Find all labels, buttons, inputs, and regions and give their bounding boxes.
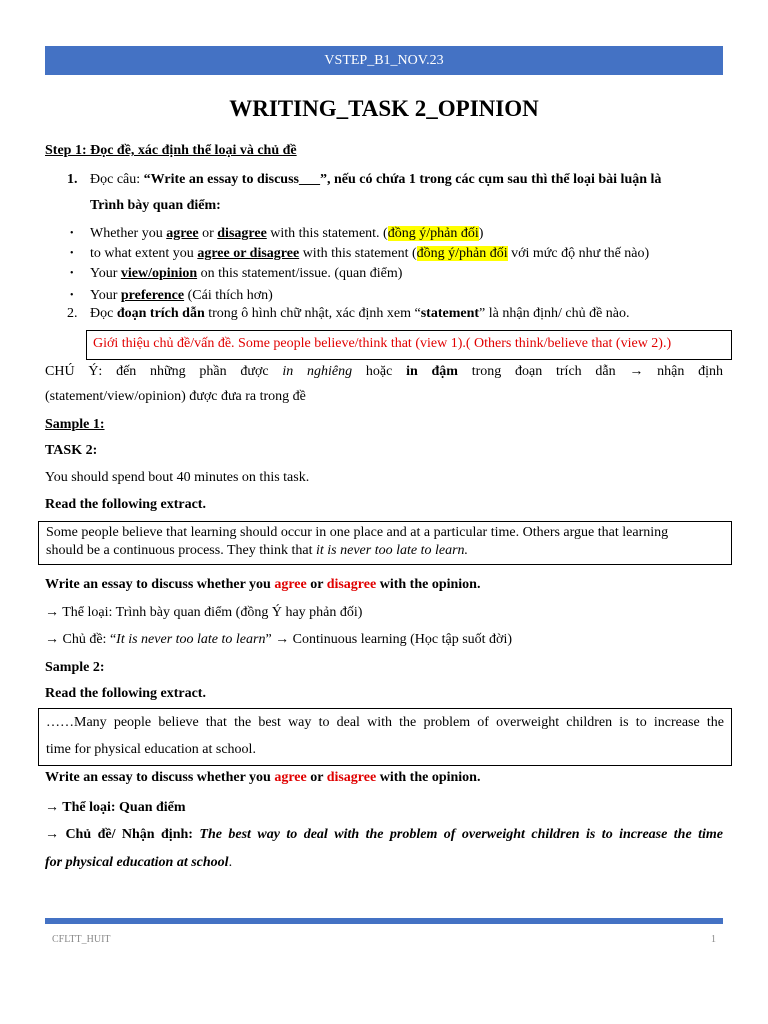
footer-bar [45, 918, 723, 924]
b2-highlight: đồng ý/phản đối [416, 246, 508, 261]
item2-bold: đoạn trích dẫn [116, 306, 205, 321]
b1-or: or [198, 226, 218, 241]
red-note-box [86, 330, 732, 360]
s2-disagree: disagree [326, 770, 377, 785]
b2-mid: with this statement ( [299, 246, 417, 261]
bullet-1: • [70, 228, 74, 239]
item2-line [90, 306, 630, 322]
sample1-read: Read the following extract. [45, 497, 206, 512]
sample2-topic-line2 [45, 855, 232, 871]
sample1-genre: → Thể loại: Trình bày quan điểm (đồng Ý hay phản đối) [45, 605, 363, 620]
s1-agree: agree [274, 577, 307, 592]
note-bold: in đậm [406, 364, 458, 379]
s2-topic-dot: . [228, 855, 233, 870]
sample2-extract-box [38, 708, 732, 766]
b4-end: (Cái thích hơn) [184, 288, 273, 303]
bullet-3: • [70, 268, 74, 279]
s1-prompt-end: with the opinion. [376, 577, 481, 592]
s2-prompt-pre: Write an essay to discuss whether you [45, 770, 275, 785]
b1-pre: Whether you [90, 226, 167, 241]
header-bar [45, 46, 723, 75]
b1-end: ) [478, 226, 484, 241]
s1-or: or [306, 577, 327, 592]
sample1-extract-box [38, 521, 732, 565]
page-title: WRITING_TASK 2_OPINION [229, 96, 539, 121]
item2-bold2: statement [420, 306, 480, 321]
bullet-text-4 [90, 288, 273, 304]
note-line2: (statement/view/opinion) được đưa ra trong đề [45, 389, 306, 404]
sample1-label: Sample 1: [45, 417, 105, 432]
s1-topic-italic: It is never too late to learn [116, 632, 266, 647]
item1-number: 1. [67, 172, 78, 187]
b1-disagree: disagree [217, 226, 267, 241]
item2-number: 2. [67, 306, 78, 321]
item2-mid: trong ô hình chữ nhật, xác định xem “ [204, 306, 421, 321]
item1-line1 [90, 172, 661, 188]
s1-box-pre: should be a continuous process. They think that [46, 543, 316, 558]
s2-or: or [306, 770, 327, 785]
footer-label: CFLTT_HUIT [52, 934, 111, 945]
sample2-topic-line1 [45, 827, 723, 843]
item1-line2: Trình bày quan điểm: [90, 198, 221, 213]
b2-pre: to what extent you [90, 246, 198, 261]
sample2-genre: → Thể loại: Quan điểm [45, 800, 186, 815]
b1-mid: with this statement. ( [266, 226, 388, 241]
s1-topic-pre: → Chủ đề: “ [45, 632, 117, 647]
b2-end: với mức độ như thế nào) [507, 246, 650, 261]
item1-quote: “Write an essay to discuss___”, nếu có chứa 1 trong các cụm sau thì thể loại bài luận là [143, 172, 662, 187]
s1-topic-end: ” → Continuous learning (Học tập suốt đời) [265, 632, 512, 647]
b4-pre: Your [90, 288, 121, 303]
bullet-text-1 [90, 226, 483, 242]
page-number: 1 [711, 934, 716, 945]
s1-box-italic: it is never too late to learn. [315, 543, 469, 558]
item2-end: ” là nhận định/ chủ đề nào. [479, 306, 630, 321]
b3-pre: Your [90, 266, 121, 281]
sample2-extract-line2: time for physical education at school. [46, 742, 256, 757]
sample1-time: You should spend bout 40 minutes on this task. [45, 470, 310, 485]
header-code: VSTEP_B1_NOV.23 [324, 53, 444, 68]
red-note-text: Giới thiệu chủ đề/vấn đề. Some people believe/think that (view 1).( Others think/believe that (view 2).) [93, 336, 672, 351]
s2-prompt-end: with the opinion. [376, 770, 481, 785]
bullet-text-3 [90, 266, 402, 282]
sample1-extract-line2 [46, 543, 468, 559]
sample1-topic [45, 632, 512, 648]
bullet-2: • [70, 248, 74, 259]
note-pre: CHÚ Ý: đến những phần được [45, 364, 283, 379]
sample2-read: Read the following extract. [45, 686, 206, 701]
sample2-label: Sample 2: [45, 660, 105, 675]
item2-pre: Đọc [90, 306, 117, 321]
step1-heading: Step 1: Đọc đề, xác định thể loại và chủ đề [45, 143, 297, 158]
s1-prompt-pre: Write an essay to discuss whether you [45, 577, 275, 592]
sample1-prompt [45, 577, 480, 593]
b2-bold: agree or disagree [197, 246, 300, 261]
s1-disagree: disagree [326, 577, 377, 592]
s2-topic-pre: → Chủ đề/ Nhận định: [45, 827, 200, 842]
item1-pre: Đọc câu: [90, 172, 144, 187]
b3-bold: view/opinion [120, 266, 198, 281]
b3-end: on this statement/issue. (quan điểm) [197, 266, 403, 281]
b1-highlight: đồng ý/phản đối [387, 226, 479, 241]
b4-bold: preference [120, 288, 185, 303]
bullet-text-2 [90, 246, 649, 262]
b1-agree: agree [166, 226, 199, 241]
note-end: trong đoạn trích dẫn → nhận định [457, 364, 724, 379]
sample1-extract-line1: Some people believe that learning should occur in one place and at a particular time. Others argue that learning [46, 525, 669, 540]
bullet-4: • [70, 290, 74, 301]
note-mid: hoặc [352, 364, 407, 379]
sample2-prompt [45, 770, 480, 786]
note-italic: in nghiêng [282, 364, 353, 379]
s2-topic-italic: The best way to deal with the problem of overweight children is to increase the time [199, 827, 724, 842]
sample1-task: TASK 2: [45, 443, 98, 458]
s2-topic-italic2: for physical education at school [45, 855, 229, 870]
s2-agree: agree [274, 770, 307, 785]
note-line1 [45, 364, 723, 380]
sample2-extract-line1: ……Many people believe that the best way to deal with the problem of overweight children is to increase the [46, 715, 724, 730]
